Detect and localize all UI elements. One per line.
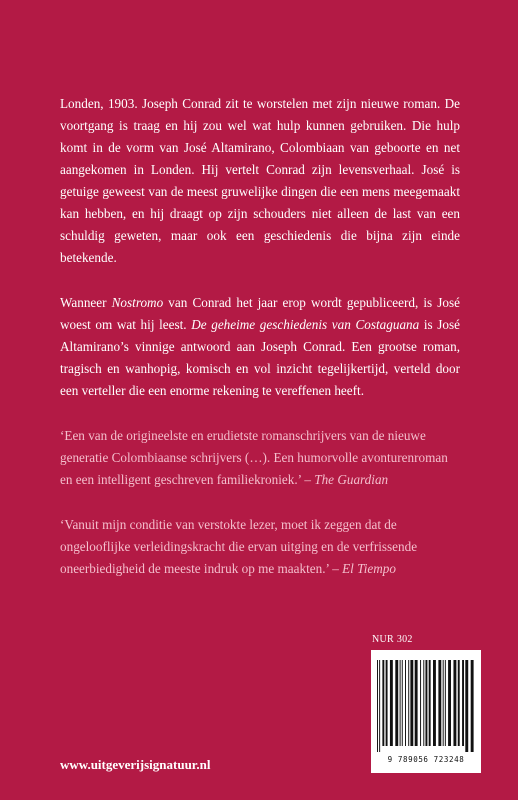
barcode-bar (471, 660, 474, 752)
quote-text: ‘Een van de origineelste en erudietste romanschrijvers van de nieuwe generatie Colombiaanse schrijvers (…). Een humorvolle avonturenroman en een intelligent geschreven familiekroniek.’ – (60, 428, 448, 487)
barcode-bar (420, 660, 421, 746)
barcode-bar (400, 660, 401, 746)
title-costaguana: De geheime geschiedenis van Costaguana (191, 317, 420, 332)
barcode-bar (445, 660, 446, 746)
barcode-bar (405, 660, 406, 746)
barcode-bar (382, 660, 384, 746)
barcode-bar (443, 660, 444, 746)
title-nostromo: Nostromo (111, 295, 164, 310)
quote-text: ‘Vanuit mijn conditie van verstokte lezer, moet ik zeggen dat de ongelooflijke verleidingskracht die ervan uitging en de verfrissende oneerbiedigheid de meeste indruk op me maakten.’ – (60, 517, 418, 576)
barcode-bar (429, 660, 431, 746)
barcode-bar (465, 660, 468, 752)
barcode-bar (462, 660, 464, 746)
isbn-number: 9 789056 723248 (387, 755, 465, 764)
barcode (371, 650, 481, 773)
barcode-bar (453, 660, 456, 746)
website-url: www.uitgeverijsignatuur.nl (60, 757, 211, 772)
blurb-text-b: van Conrad het jaar erop wordt gepubliceerd, is José woest om wat hij leest. (60, 295, 460, 332)
nur-code: NUR 302 (372, 634, 413, 645)
review-quote-1 (60, 425, 460, 491)
review-quote-2 (60, 514, 460, 580)
barcode-bar (415, 660, 418, 746)
barcode-bar (423, 660, 424, 746)
quote-source: El Tiempo (342, 561, 396, 576)
barcode-bar (395, 660, 398, 746)
blurb-text-c: is José Altamirano’s vinnige antwoord aan Joseph Conrad. Een grootse roman, tragisch en wanhopig, komisch en vol inzicht tegelijkertijd, verteld door een verteller die een enorme rekening te vereffenen heeft. (60, 317, 461, 398)
barcode-bar (438, 660, 441, 746)
barcode-bar (377, 660, 378, 752)
blurb-paragraph-1: Londen, 1903. Joseph Conrad zit te worstelen met zijn nieuwe roman. De voortgang is traag en hij zou wel wat hulp kunnen gebruiken. Die hulp komt in de vorm van José Altamirano, Colombiaan van geboorte en net aangekomen in Londen. Hij vertelt Conrad zijn levensverhaal. José is getuige geweest van de meest gruwelijke dingen die een mens meegemaakt kan hebben, en hij draagt op zijn schouders niet alleen de last van een schuldig geweten, maar ook een geschiedenis die bijna zijn einde betekende. (60, 96, 460, 265)
blurb-text-a: Wanneer (60, 295, 112, 310)
barcode-bar (410, 660, 413, 746)
barcode-bar (433, 660, 436, 746)
barcode-bars (377, 660, 475, 752)
quote-source: The Guardian (314, 472, 389, 487)
barcode-bar (448, 660, 451, 746)
barcode-bar (458, 660, 460, 746)
barcode-bar (402, 660, 403, 746)
blurb-paragraph-2 (60, 292, 460, 402)
barcode-bar (379, 660, 380, 752)
barcode-bar (408, 660, 409, 746)
barcode-bar (390, 660, 393, 746)
barcode-bar (386, 660, 388, 746)
barcode-bar (425, 660, 427, 746)
